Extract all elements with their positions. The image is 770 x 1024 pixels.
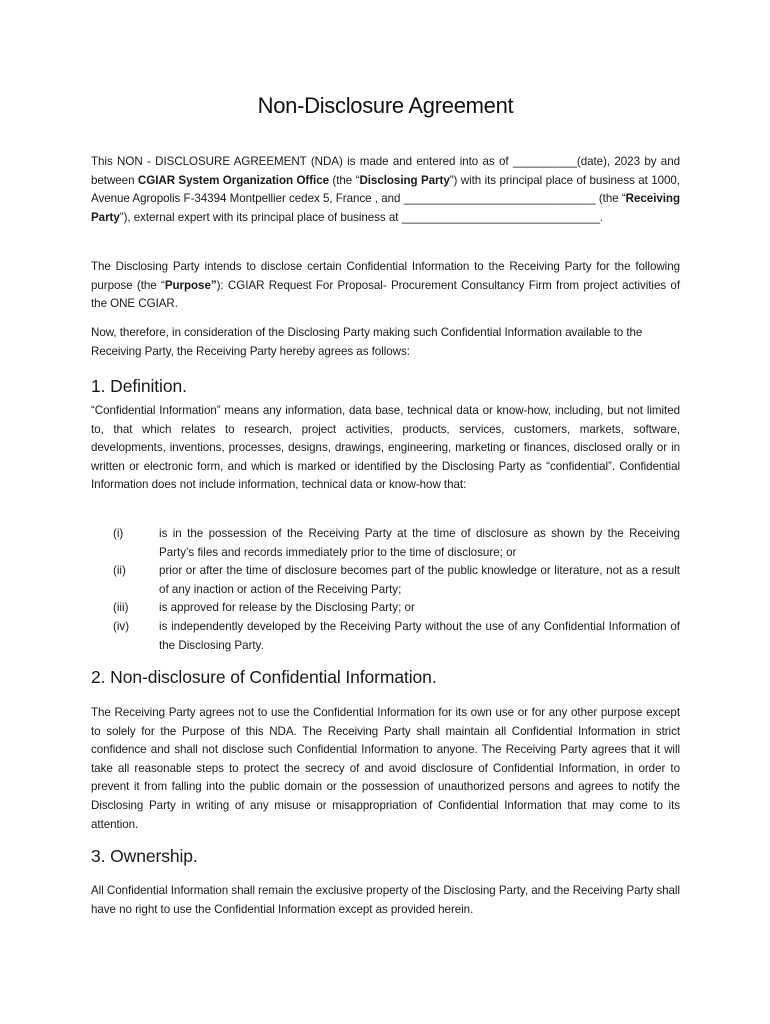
- exclusions-list: [91, 525, 680, 655]
- document-title: Non-Disclosure Agreement: [257, 93, 514, 118]
- list-item: [91, 599, 680, 618]
- disclosing-party-term: Disclosing Party: [359, 173, 450, 187]
- agreement-text: Now, therefore, in consideration of the Disclosing Party making such Confidential Information available to the Receiving Party, the Receiving Party hereby agrees as follows:: [91, 326, 643, 358]
- list-item-text: is approved for release by the Disclosing Party; or: [159, 601, 415, 615]
- intro-paragraph-purpose: [91, 258, 680, 314]
- intro-text-3: ”) with its principal place of business at 1000, Avenue Agropolis F-34394 Montpellier cedex 5, France , and ______________________________ (the “: [91, 173, 680, 206]
- section-3-body: [91, 882, 680, 919]
- receiving-party-term: Receiving Party: [91, 192, 680, 224]
- section-3-heading: 3. Ownership.: [91, 846, 198, 866]
- section-1-body: [91, 402, 680, 495]
- list-item-number: (ii): [113, 564, 126, 578]
- non-disclosure-text: The Receiving Party agrees not to use the Confidential Information for its own use or for any other purpose except to solely for the Purpose of this NDA. The Receiving Party shall maintain all Confidential Information in strict confidence and shall not disclose such Confidential Information to anyone. The Receiving Party agrees that it will take all reasonable steps to protect the secrecy of and avoid disclosure of Confidential Information, in order to prevent it from falling into the public domain or the possession of unauthorized persons and agrees to notify the Disclosing Party in writing of any misuse or misappropriation of Confidential Information that may come to its attention.: [91, 706, 680, 831]
- intro-text-1: This NON - DISCLOSURE AGREEMENT (NDA) is made and entered into as of __________(date), 2023 by and between: [91, 155, 680, 187]
- intro-paragraph-agreement: [91, 324, 680, 361]
- ownership-text: All Confidential Information shall remain the exclusive property of the Disclosing Party, and the Receiving Party shall have no right to use the Confidential Information except as provided herein.: [91, 884, 680, 916]
- purpose-text-2: ): CGIAR Request For Proposal- Procurement Consultancy Firm from project activities of the ONE CGIAR.: [91, 278, 680, 311]
- section-2-heading: 2. Non-disclosure of Confidential Information.: [91, 667, 437, 687]
- intro-text-2: (the “: [329, 173, 360, 187]
- list-item-text: is independently developed by the Receiving Party without the use of any Confidential Information of the Disclosing Party.: [159, 619, 680, 652]
- section-1-heading: 1. Definition.: [91, 376, 187, 396]
- list-item: [91, 562, 680, 599]
- list-item: [91, 525, 680, 562]
- purpose-term: Purpose”: [164, 278, 217, 292]
- intro-paragraph-parties: [91, 153, 680, 227]
- intro-text-4: ”), external expert with its principal place of business at _______________________________.: [119, 210, 604, 224]
- list-item-text: is in the possession of the Receiving Party at the time of disclosure as shown by the Receiving Party’s files and records immediately prior to the time of disclosure; or: [159, 527, 680, 559]
- section-2-body: [91, 704, 680, 834]
- list-item-text: prior or after the time of disclosure becomes part of the public knowledge or literature, not as a result of any inaction or action of the Receiving Party;: [159, 564, 680, 596]
- definition-text: “Confidential Information” means any information, data base, technical data or know-how, including, but not limited to, that which relates to research, project activities, products, services, customers, markets, software, developments, inventions, processes, designs, drawings, engineering, marketing or finances, disclosed orally or in written or electronic form, and which is marked or identified by the Disclosing Party as “confidential”. Confidential Information does not include information, technical data or know-how that:: [91, 404, 680, 492]
- list-item: [91, 618, 680, 655]
- list-item-number: (iii): [113, 601, 129, 615]
- purpose-text-1: The Disclosing Party intends to disclose certain Confidential Information to the Receiving Party for the following purpose (the “: [91, 260, 680, 292]
- organization-name: CGIAR System Organization Office: [137, 173, 330, 187]
- list-item-number: (iv): [113, 619, 130, 633]
- list-item-number: (i): [113, 527, 124, 540]
